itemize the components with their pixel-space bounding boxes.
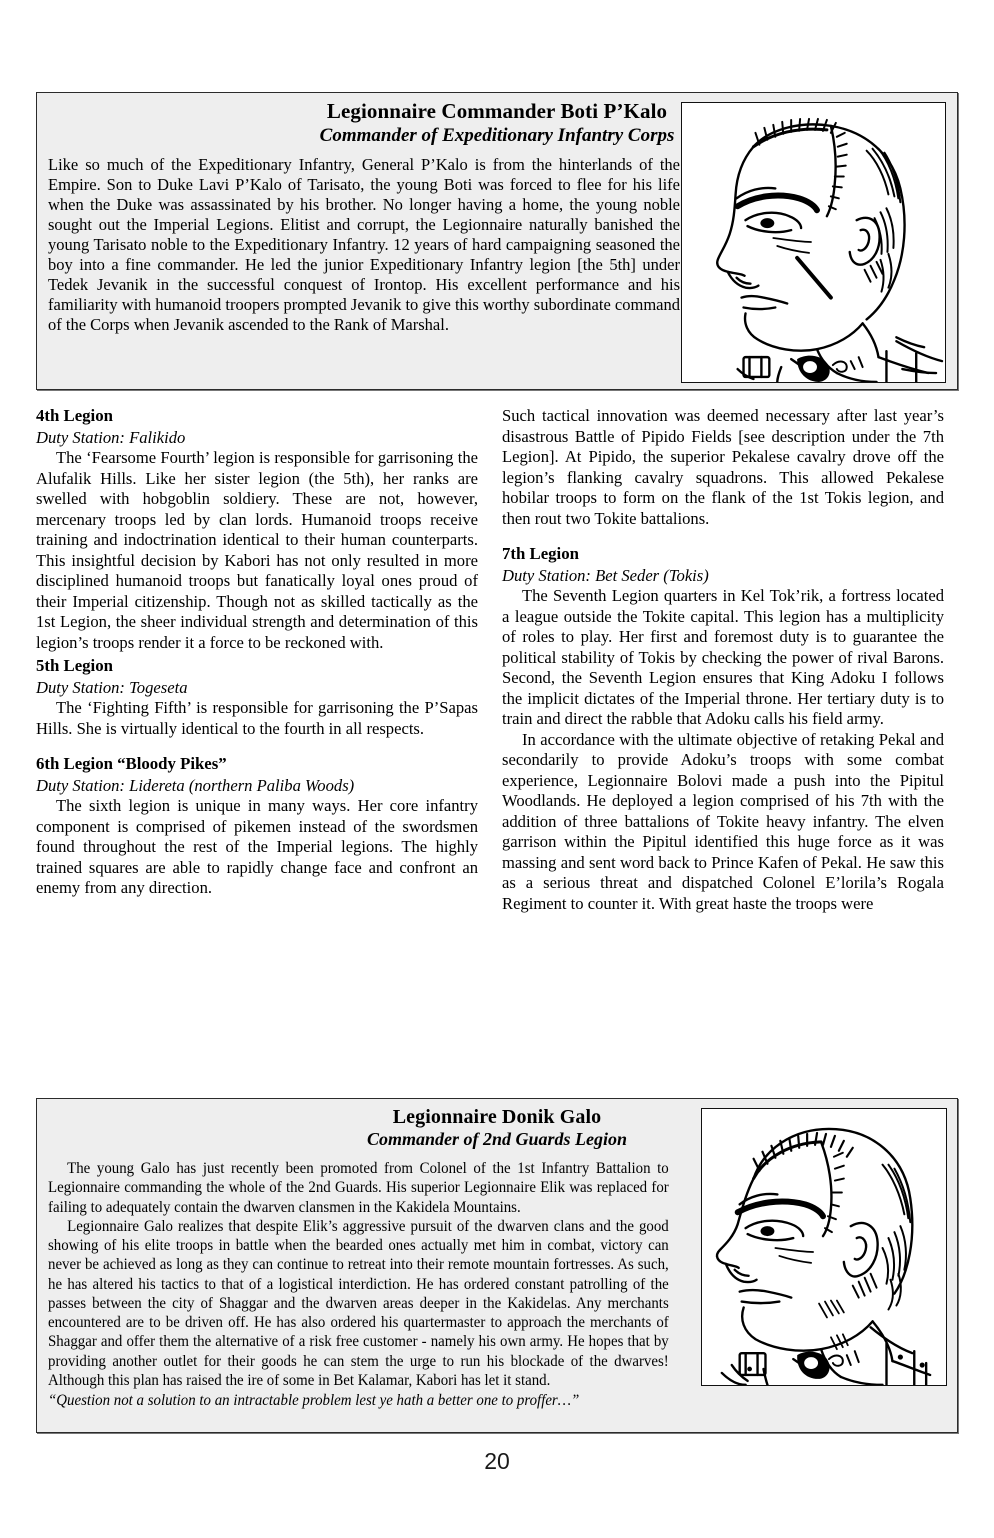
profile-portrait-icon [702, 1109, 946, 1385]
section-heading-6th-legion: 6th Legion “Bloody Pikes” [36, 754, 227, 774]
character-name-heading: Legionnaire Commander Boti P’Kalo [326, 99, 668, 123]
bio-paragraph: Like so much of the Expeditionary Infantry, General P’Kalo is from the hinterlands of the Empire. Son to Duke Lavi P’Kalo of Tarisato, the young Boti was forced to flee for his life when the Duke was assassinated by his brother. No longer having a home, the young noble sought out the Imperial Legions. Elitist and corrupt, the Legionnaire naturally banished the young Tarisato noble to the Expeditionary Infantry. 12 years of hard campaigning seasoned the boy into a fine commander. He led the junior Expeditionary Infantry legion [the 5th] under Tedek Jevanik in the successful conquest of Irontop. His excellent performance and his familiarity with humanoid troopers prompted Jevanik to give this worthy subordinate command of the Corps when Jevanik ascended to the Rank of Marshal. [48, 155, 680, 335]
section-heading-7th-legion: 7th Legion [502, 544, 579, 564]
section-body-7th-legion-part-2: In accordance with the ultimate objective of retaking Pekal and secondarily to provide Adoku’s troops with some combat experience, Legionnaire Bolovi made a push into the Pipitul Woodlands. He deployed a legion comprised of his 7th with the addition of three battalions of Tokite heavy infantry. The elven garrison within the Pipitul identified this huge force as it was massing and sent word back to Prince Kafen of Pekal. He saw this as a serious threat and dispatched Colonel E’lorila’s Rogala Regiment to counter it. With great haste the troops were [502, 729, 944, 913]
right-column [502, 406, 944, 914]
profile-portrait-icon [682, 103, 945, 382]
section-body-7th-legion-part-1: The Seventh Legion quarters in Kel Tok’rik, a fortress located a league outside the Tokite capital. This legion has a multiplicity of roles to play. Her first and foremost duty is to guarantee the political stability of Tokis by checking the power of rival Barons. Second, the Seventh Legion ensures that King Adoku I follows the implicit dictates of the Imperial throne. Her tertiary duty is to train and direct the rabble that Adoku calls his field army. [502, 586, 944, 729]
bio-paragraph-2: Legionnaire Galo realizes that despite Elik’s aggressive pursuit of the dwarven clans and the good showing of his elite troops in battle when the bearded ones actually met him in combat, victory can never be achieved as long as they can continue to retreat into their remote mountain fortresses. As such, he has altered his tactics to that of a logistical interdiction. He has ordered constant patrolling of the passes between the city of Shaggar and the dwarven areas deeper in the Kakidelas. Any merchants encountered are to be driven off. He has also ordered his quartermaster to approach the merchants of Shaggar and offer them the alternative of a risk free customer - namely his own army. He hopes that by providing another outlet for their goods he can stem the urge to run his blockade of the dwarves! Although this plan has raised the ire of some in Bet Kalamar, Kabori has let it stand. [48, 1217, 669, 1389]
duty-station-7th-legion: Duty Station: Bet Seder (Tokis) [502, 566, 709, 586]
portrait-illustration-boti-pkalo [681, 102, 946, 383]
character-bio-text [48, 1159, 669, 1410]
character-rank-subheading: Commander of 2nd Guards Legion [366, 1129, 628, 1150]
portrait-illustration-donik-galo [701, 1108, 947, 1386]
page-number: 20 [484, 1448, 510, 1474]
spacer [36, 739, 478, 754]
continued-paragraph: Such tactical innovation was deemed necessary after last year’s disastrous Battle of Pipido Fields [see description under the 7th Legion]. At Pipido, the superior Pekalese cavalry drove off the legion’s flanking cavalry squadrons. This allowed Pekalese hobilar troops to form on the flank of the 1st Tokis legion, and then rout two Tokite battalions. [502, 406, 944, 528]
duty-station-6th-legion: Duty Station: Lidereta (northern Paliba Woods) [36, 776, 355, 796]
section-body-5th-legion: The ‘Fighting Fifth’ is responsible for garrisoning the P’Sapas Hills. She is virtually identical to the fourth in all respects. [36, 698, 478, 738]
section-heading-4th-legion: 4th Legion [36, 406, 113, 425]
character-bio-text [48, 155, 680, 335]
two-column-body [36, 406, 958, 1078]
character-quote: “Question not a solution to an intractable problem lest ye hath a better one to proffer…” [48, 1392, 580, 1409]
left-column [36, 406, 478, 899]
bio-paragraph-1: The young Galo has just recently been promoted from Colonel of the 1st Infantry Battalion to Legionnaire commanding the whole of the 2nd Guards. His superior Legionnaire Elik was replaced for failing to adequately contain the dwarven clansmen in the Kakidela Mountains. [48, 1160, 669, 1216]
section-body-4th-legion: The ‘Fearsome Fourth’ legion is responsible for garrisoning the Alufalik Hills. Like her sister legion (the 5th), her ranks are swelled with hobgoblin soldiery. These are not, however, mercenary troops led by clan lords. Humanoid troops receive training and indoctrination identical to their human counterparts. This insightful decision by Kabori has not only resulted in more disciplined humanoid troops but fanatically loyal ones proud of their Imperial citizenship. Though not as skilled tactically as the 1st Legion, the sheer individual strength and determination of this legion’s troops render it a force to be reckoned with. [36, 448, 478, 652]
section-body-6th-legion: The sixth legion is unique in many ways. Her core infantry component is comprised of pikemen instead of the swordsmen found throughout the rest of the Imperial legions. The highly trained squares are able to rapidly change face and confront an enemy from any direction. [36, 796, 478, 898]
duty-station-4th-legion: Duty Station: Falikido [36, 427, 186, 447]
section-heading-5th-legion: 5th Legion [36, 656, 113, 676]
character-box-donik-galo [36, 1098, 958, 1433]
character-name-heading: Legionnaire Donik Galo [392, 1106, 602, 1128]
character-rank-subheading: Commander of Expeditionary Infantry Corps [319, 124, 675, 146]
spacer [502, 529, 944, 544]
duty-station-5th-legion: Duty Station: Togeseta [36, 678, 188, 698]
character-box-boti-pkalo [36, 92, 958, 390]
